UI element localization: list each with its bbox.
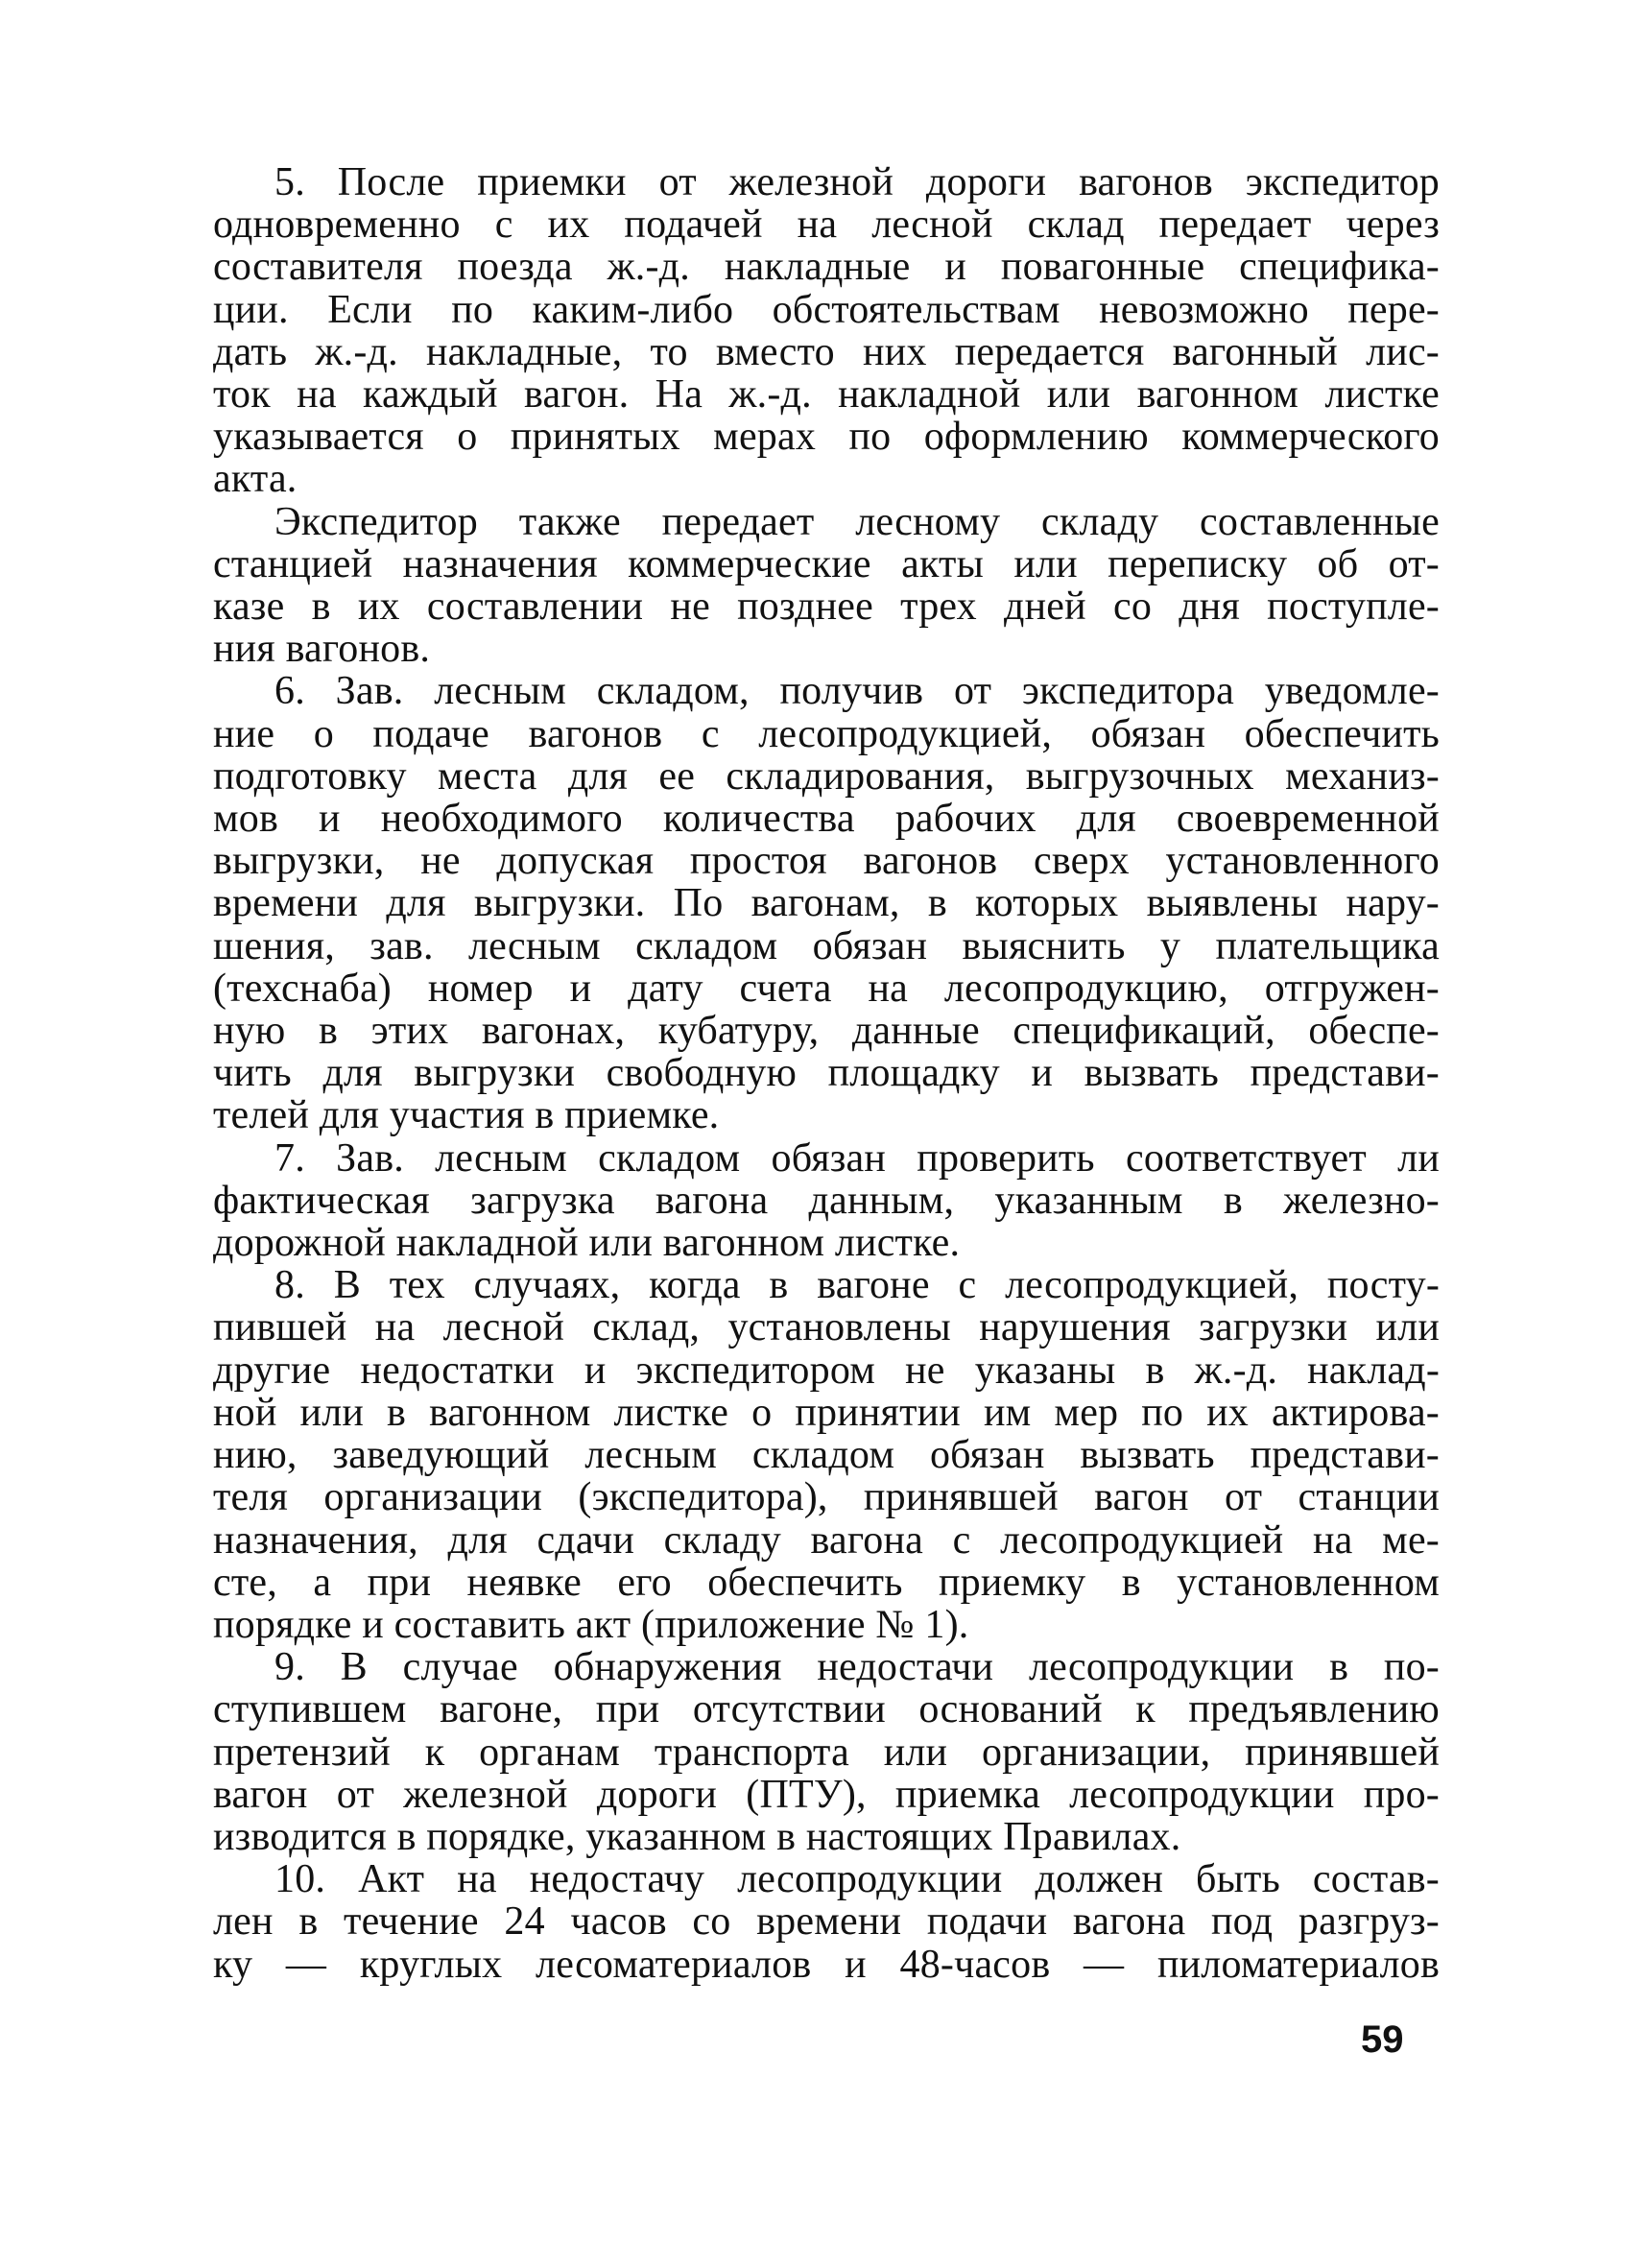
paragraph-7 <box>213 1137 1440 1265</box>
paragraph-10 <box>213 1858 1440 1986</box>
text-line: ку — круглых лесоматериалов и 48-часов — пиломатериалов <box>213 1942 1440 1987</box>
text-line: претензий к органам транспорта или организации, принявшей <box>213 1730 1440 1775</box>
text-line: вагон от железной дороги (ПТУ), приемка лесопродукции про- <box>213 1772 1440 1817</box>
paragraph-5 <box>213 161 1440 501</box>
text-line: нию, заведующий лесным складом обязан вызвать представи- <box>213 1433 1440 1478</box>
text-line: указывается о принятых мерах по оформлению коммерческого <box>213 415 1440 460</box>
text-line: ние о подаче вагонов с лесопродукцией, обязан обеспечить <box>213 711 1440 756</box>
page-number: 59 <box>1361 2018 1404 2061</box>
text-line: дать ж.-д. накладные, то вместо них передается вагонный лис- <box>213 329 1440 374</box>
text-line: одновременно с их подачей на лесной склад передает через <box>213 203 1440 248</box>
text-line: 5. После приемки от железной дороги вагонов экспедитор <box>274 160 1440 204</box>
text-line: сте, а при неявке его обеспечить приемку в установленном <box>213 1560 1440 1605</box>
paragraph-9 <box>213 1646 1440 1858</box>
text-line: ной или в вагонном листке о принятии им мер по их актирова- <box>213 1390 1440 1435</box>
paragraph-6 <box>213 670 1440 1136</box>
text-line: телей для участия в приемке. <box>213 1093 720 1138</box>
text-line: 9. В случае обнаружения недостачи лесопродукции в по- <box>274 1645 1440 1690</box>
text-line: акта. <box>213 457 298 502</box>
text-line: (техснаба) номер и дату счета на лесопродукцию, отгружен- <box>213 966 1440 1011</box>
text-line: порядке и составить акт (приложение № 1). <box>213 1602 969 1647</box>
text-line: 7. Зав. лесным складом обязан проверить соответствует ли <box>274 1135 1440 1181</box>
text-line: дорожной накладной или вагонном листке. <box>213 1221 961 1266</box>
text-line: 10. Акт на недостачу лесопродукции должен быть состав- <box>274 1857 1440 1902</box>
text-line: мов и необходимого количества рабочих для своевременной <box>213 797 1440 842</box>
text-line: времени для выгрузки. По вагонам, в которых выявлены нару- <box>213 881 1440 926</box>
text-line: лен в течение 24 часов со времени подачи вагона под разгруз- <box>213 1899 1440 1945</box>
text-line: 6. Зав. лесным складом, получив от экспедитора уведомле- <box>274 669 1440 714</box>
paragraph-8 <box>213 1264 1440 1646</box>
text-line: ния вагонов. <box>213 627 431 672</box>
paragraph-5-continued <box>213 501 1440 671</box>
text-line: казе в их составлении не позднее трех дней со дня поступле- <box>213 585 1440 630</box>
text-line: ную в этих вагонах, кубатуру, данные спецификаций, обеспе- <box>213 1009 1440 1054</box>
text-line: ступившем вагоне, при отсутствии оснований к предъявлению <box>213 1687 1440 1732</box>
text-line: составителя поезда ж.-д. накладные и повагонные специфика- <box>213 245 1440 290</box>
text-line: фактическая загрузка вагона данным, указанным в железно- <box>213 1178 1440 1223</box>
text-line: шения, зав. лесным складом обязан выяснить у плательщика <box>213 923 1440 968</box>
text-line: назначения, для сдачи складу вагона с лесопродукцией на ме- <box>213 1517 1440 1563</box>
text-line: подготовку места для ее складирования, выгрузочных механиз- <box>213 753 1440 799</box>
text-line: пившей на лесной склад, установлены нарушения загрузки или <box>213 1305 1440 1350</box>
text-line: Экспедитор также передает лесному складу составленные <box>274 499 1440 544</box>
text-line: ток на каждый вагон. На ж.-д. накладной или вагонном листке <box>213 372 1440 418</box>
text-line: другие недостатки и экспедитором не указаны в ж.-д. наклад- <box>213 1348 1440 1393</box>
text-line: чить для выгрузки свободную площадку и вызвать представи- <box>213 1051 1440 1096</box>
body-text <box>213 161 1440 1986</box>
text-line: станцией назначения коммерческие акты или переписку об от- <box>213 541 1440 586</box>
text-line: изводится в порядке, указанном в настоящих Правилах. <box>213 1814 1181 1859</box>
text-line: теля организации (экспедитора), принявшей вагон от станции <box>213 1475 1440 1520</box>
text-line: выгрузки, не допуская простоя вагонов сверх установленного <box>213 839 1440 884</box>
text-line: ции. Если по каким-либо обстоятельствам невозможно пере- <box>213 287 1440 332</box>
text-line: 8. В тех случаях, когда в вагоне с лесопродукцией, посту- <box>274 1263 1440 1308</box>
